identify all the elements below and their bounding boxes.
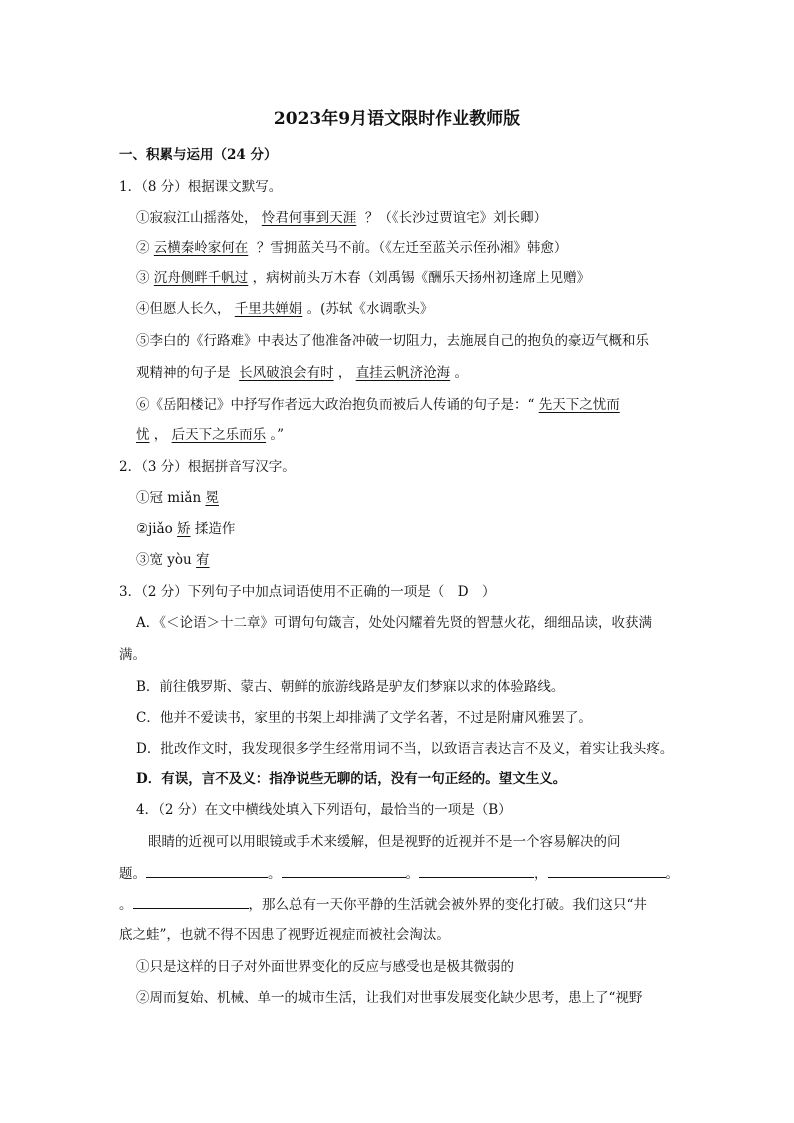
- answer-text: 矫: [177, 521, 191, 537]
- q4-passage-line-1: 眼睛的近视可以用眼镜或手术来缓解，但是视野的近视并不是一个容易解决的问: [148, 834, 621, 850]
- question-1-stem: 1．（8 分）根据课文默写。: [119, 179, 283, 195]
- q2-item-3: ③宽 yòu 宥: [136, 552, 210, 568]
- q3-option-a: A．《＜论语＞十二章》可谓句句箴言，处处闪耀着先贤的智慧火花，细细品读，收获满: [136, 615, 652, 631]
- page-title: 2023年9月语文限时作业教师版: [273, 109, 521, 129]
- q4-passage-line-4: 底之蛙”，也就不得不因患了视野近视症而被社会淘汰。: [119, 927, 450, 943]
- q4-passage-line-2: 题。 。 。 ， 。: [119, 866, 679, 882]
- question-2-stem: 2．（3 分）根据拼音写汉字。: [119, 459, 296, 475]
- answer-text: 千里共婵娟: [234, 301, 303, 317]
- q3-option-b: B．前往俄罗斯、蒙古、朝鲜的旅游线路是驴友们梦寐以求的体验路线。: [136, 679, 565, 695]
- answer-text: 后天下之乐而乐: [171, 427, 267, 443]
- question-4-stem: 4．（2 分）在文中横线处填入下列语句，最恰当的一项是（B）: [136, 802, 512, 818]
- q3-option-a-cont: 满。: [119, 647, 146, 663]
- answer-text: 直挂云帆济沧海: [355, 365, 451, 381]
- answer-text: 宥: [196, 552, 210, 568]
- q2-item-1: ①冠 miǎn 冕: [136, 490, 219, 506]
- q1-item-6-line-2: 忧 ， 后天下之乐而乐 。”: [136, 427, 285, 443]
- answer-text: 沉舟侧畔千帆过: [153, 270, 249, 286]
- fill-blank: [133, 895, 249, 909]
- answer-text: 云横秦岭家何在: [153, 240, 249, 256]
- q4-option-1: ①只是这样的日子对外面世界变化的反应与感受也是极其微弱的: [136, 959, 514, 975]
- answer-text: 冕: [205, 490, 219, 506]
- fill-blank: [548, 864, 666, 878]
- q1-item-4: ④但愿人长久， 千里共婵娟 。(苏轼《水调歌头》: [136, 301, 434, 317]
- q1-item-5-line-2: 观精神的句子是 长风破浪会有时 ， 直挂云帆济沧海 。: [136, 365, 468, 381]
- q1-item-3: ③ 沉舟侧畔千帆过 ，病树前头万木春（刘禹锡《酬乐天扬州初逢席上见赠》: [136, 270, 591, 286]
- q1-item-5-line-1: ⑤李白的《行路难》中表达了他准备冲破一切阻力，去施展自己的抱负的豪迈气概和乐: [136, 333, 649, 349]
- q1-item-2: ② 云横秦岭家何在 ？雪拥蓝关马不前。（《左迁至蓝关示侄孙湘》韩愈）: [136, 240, 568, 256]
- section-heading: 一、积累与运用（24 分）: [119, 147, 278, 163]
- fill-blank: [282, 864, 406, 878]
- q3-option-c: C．他并不爱读书，家里的书架上却排满了文学名著，不过是附庸风雅罢了。: [136, 710, 592, 726]
- question-3-stem: 3．（2 分）下列句子中加点词语使用不正确的一项是（ D ）: [119, 584, 496, 600]
- q1-item-1: ①寂寂江山摇落处， 怜君何事到天涯 ？（《长沙过贾谊宅》刘长卿）: [136, 210, 548, 226]
- q3-analysis: D．有误，言不及义：指净说些无聊的话，没有一句正经的。望文生义。: [136, 771, 567, 787]
- q4-option-2: ②周而复始、机械、单一的城市生活，让我们对世事发展变化缺少思考，患上了“视野: [136, 990, 643, 1006]
- q3-option-d: D．批改作文时，我发现很多学生经常用词不当，以致语言表达言不及义，着实让我头疼。: [136, 741, 674, 757]
- fill-blank: [146, 864, 268, 878]
- answer-text: 先天下之忧而: [538, 397, 620, 413]
- fill-blank: [419, 864, 534, 878]
- q4-passage-line-3: 。 ，那么总有一天你平静的生活就会被外界的变化打破。我们这只“井: [119, 897, 647, 913]
- answer-text: 怜君何事到天涯: [261, 210, 357, 226]
- q2-item-2: ②jiǎo 矫 揉造作: [136, 521, 236, 537]
- answer-text: 长风破浪会有时: [239, 365, 334, 381]
- q1-item-6-line-1: ⑥《岳阳楼记》中抒写作者远大政治抱负而被后人传诵的句子是：“ 先天下之忧而: [136, 397, 620, 413]
- answer-text: 忧: [136, 427, 150, 443]
